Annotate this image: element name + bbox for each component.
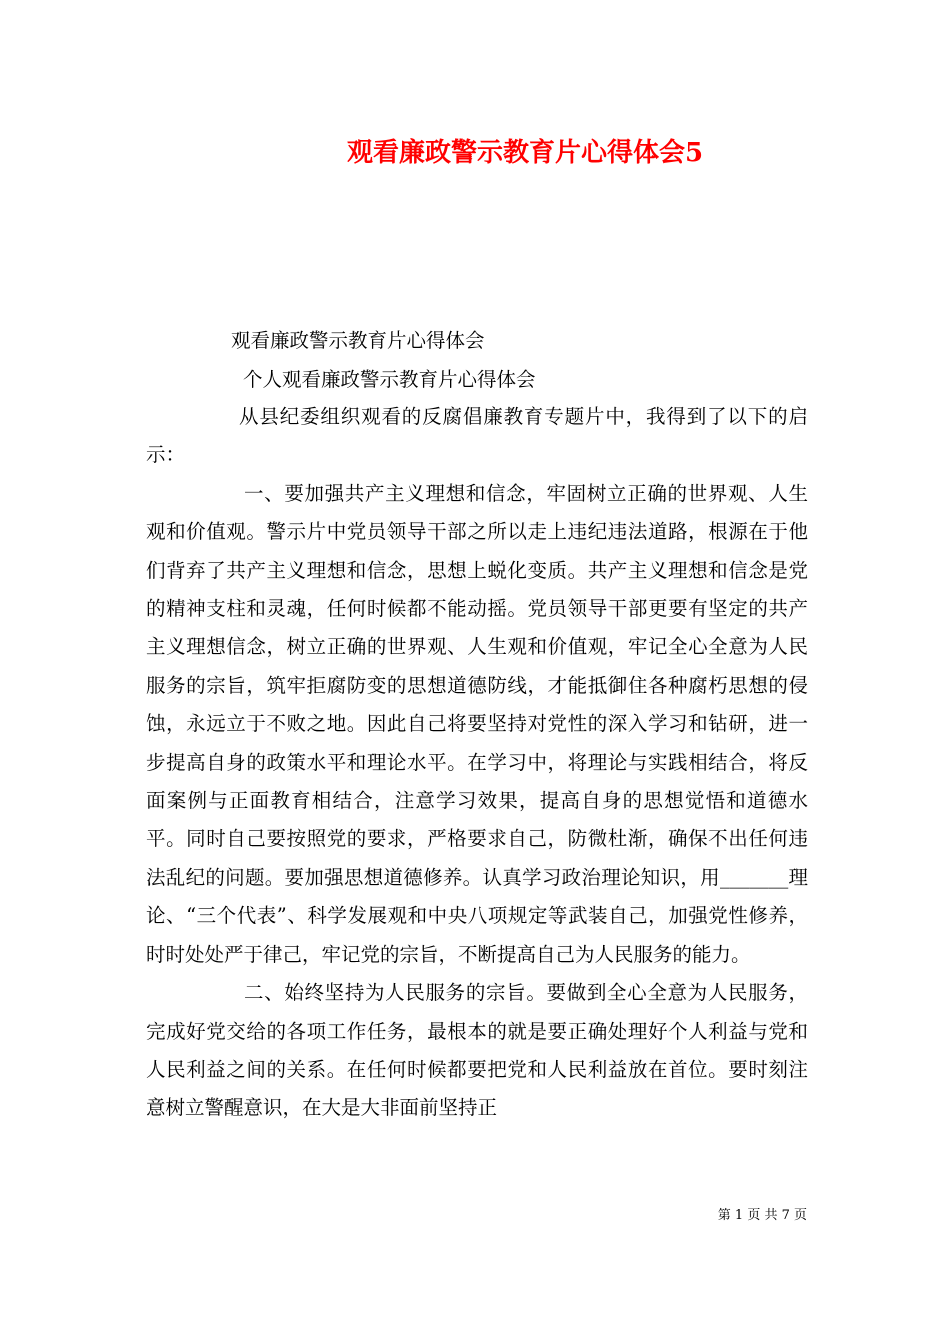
page-footer: 第 1 页 共 7 页	[717, 1208, 807, 1223]
page-title: 观看廉政警示教育片心得体会5	[346, 138, 704, 168]
body-text	[146, 398, 808, 1128]
paragraph-one: 一、要加强共产主义理想和信念，牢固树立正确的世界观、人生观和价值观。警示片中党员领导干部之所以走上违纪违法道路，根源在于他们背弃了共产主义理想和信念，思想上蜕化变质。共产主义理想和信念是党的精神支柱和灵魂，任何时候都不能动摇。党员领导干部更要有坚定的共产主义理想信念，树立正确的世界观、人生观和价值观，牢记全心全意为人民服务的宗旨，筑牢拒腐防变的思想道德防线，才能抵御住各种腐朽思想的侵蚀，永远立于不败之地。因此自己将要坚持对党性的深入学习和钻研，进一步提高自身的政策水平和理论水平。在学习中，将理论与实践相结合，将反面案例与正面教育相结合，注意学习效果，提高自身的思想觉悟和道德水平。同时自己要按照党的要求，严格要求自己，防微杜渐，确保不出任何违法乱纪的问题。要加强思想道德修养。认真学习政治理论知识，用_______理论、“三个代表”、科学发展观和中央八项规定等武装自己，加强党性修养，时时处处严于律己，牢记党的宗旨，不断提高自己为人民服务的能力。	[146, 481, 808, 966]
subtitle-primary: 观看廉政警示教育片心得体会	[231, 329, 485, 352]
subtitle-secondary: 个人观看廉政警示教育片心得体会	[243, 368, 536, 391]
paragraph-two: 二、始终坚持为人民服务的宗旨。要做到全心全意为人民服务，完成好党交给的各项工作任务，最根本的就是要正确处理好个人利益与党和人民利益之间的关系。在任何时候都要把党和人民利益放在首位。要时刻注意树立警醒意识，在大是大非面前坚持正	[146, 981, 808, 1120]
intro-paragraph: 从县纪委组织观看的反腐倡廉教育专题片中，我得到了以下的启示：	[146, 405, 808, 467]
